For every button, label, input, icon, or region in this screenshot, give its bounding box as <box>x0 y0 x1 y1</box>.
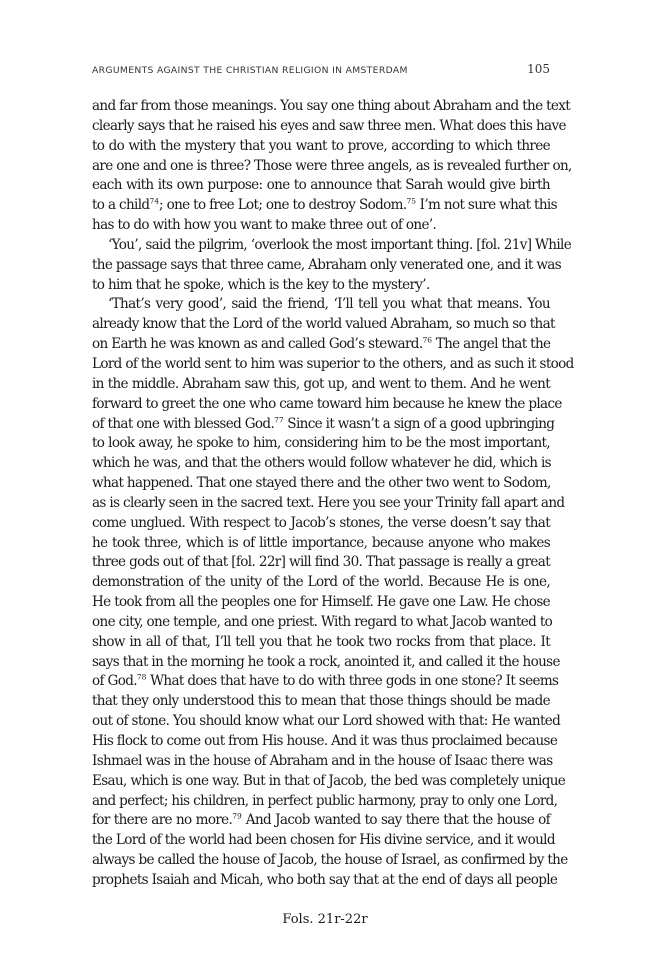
text-segment: ‘You’, said the pilgrim, ‘overlook the most important thing. [fol. 21v] While <box>108 236 572 253</box>
text-segment: His flock to come out from His house. And it was thus proclaimed because <box>92 733 558 749</box>
text-segment: prophets Isaiah and Micah, who both say that at the end of days all people <box>92 871 558 888</box>
text-line <box>92 573 550 593</box>
text-line <box>92 315 555 335</box>
text-line <box>92 633 550 653</box>
text-line <box>92 117 566 137</box>
text-segment: already know that the Lord of the world valued Abraham, so much so that <box>92 316 555 333</box>
text-line <box>92 355 574 375</box>
text-segment: one city, one temple, and one priest. With regard to what Jacob wanted to <box>92 613 553 630</box>
text-segment: to a child <box>92 197 150 214</box>
text-segment: what happened. That one stayed there and the other two went to Sodom, <box>92 475 551 492</box>
text-line <box>92 474 550 494</box>
footnote-marker: 79 <box>232 811 242 821</box>
text-segment: three gods out of that [fol. 22r] will find 30. That passage is really a great <box>92 554 550 571</box>
text-segment: says that in the morning he took a rock, anointed it, and called it the house <box>92 653 560 670</box>
text-segment: Since it wasn’t a sign of a good upbringing <box>283 415 555 432</box>
text-line <box>92 335 550 355</box>
text-segment: Esau, which is one way. But in that of Jacob, the bed was completely unique <box>92 772 566 789</box>
text-segment: to him that he spoke, which is the key to the mystery’. <box>92 276 430 293</box>
text-line <box>92 276 550 296</box>
text-line <box>92 157 572 177</box>
text-segment: are one and one is three? Those were three angels, as is revealed further on, <box>92 157 572 174</box>
text-line <box>92 216 550 236</box>
text-line <box>92 414 555 435</box>
text-segment: which he was, and that the others would follow whatever he did, which is <box>92 455 551 472</box>
text-segment: show in all of that, I’ll tell you that he took two rocks from that place. It <box>92 633 550 650</box>
text-line <box>92 514 550 534</box>
text-segment: come unglued. With respect to Jacob’s stones, the verse doesn’t say that <box>92 514 550 531</box>
text-line <box>92 395 562 415</box>
footnote-marker: 78 <box>136 672 147 682</box>
page-number: 105 <box>527 62 550 76</box>
text-segment: to do with the mystery that you want to prove, according to which three <box>92 137 550 154</box>
text-line <box>92 653 560 673</box>
text-segment: to look away, he spoke to him, considering him to be the most important, <box>92 435 550 452</box>
text-line <box>92 375 550 395</box>
text-segment: always be called the house of Jacob, the house of Israel, as confirmed by the <box>92 852 568 869</box>
text-segment: ; one to free Lot; one to destroy Sodom. <box>159 197 407 214</box>
text-segment: each with its own purpose: one to announce that Sarah would give birth <box>92 177 550 194</box>
text-segment: I’m not sure what this <box>416 197 557 214</box>
text-line <box>92 434 550 454</box>
text-segment: and far from those meanings. You say one thing about Abraham and the text <box>92 98 571 114</box>
text-line <box>92 732 558 752</box>
text-segment: Ishmael was in the house of Abraham and in the house of Isaac there was <box>92 752 553 769</box>
text-line <box>92 236 572 256</box>
text-line <box>92 97 571 117</box>
text-segment: as is clearly seen in the sacred text. Here you see your Trinity fall apart and <box>92 494 565 511</box>
text-segment: of that one with blessed God. <box>92 415 275 432</box>
text-segment: the Lord of the world had been chosen for His divine service, and it would <box>92 832 555 849</box>
text-line <box>92 176 550 196</box>
text-line <box>92 553 550 573</box>
text-line <box>92 712 561 732</box>
text-line <box>92 772 566 792</box>
text-line <box>92 831 555 851</box>
text-segment: demonstration of the unity of the Lord of the world. Because He is one, <box>92 574 550 591</box>
text-segment: He took from all the peoples one for Himself. He gave one Law. He chose <box>92 594 550 611</box>
text-segment: Lord of the world sent to him was superior to the others, and as such it stood <box>92 355 574 372</box>
text-segment: And Jacob wanted to say there that the house of <box>241 812 551 829</box>
text-line <box>92 454 550 474</box>
text-line <box>92 752 553 772</box>
folio-reference: Fols. 21r-22r <box>282 912 368 927</box>
text-segment: ‘That’s very good’, said the friend, ‘I’ll tell you what that means. You <box>108 296 550 313</box>
running-title: ARGUMENTS AGAINST THE CHRISTIAN RELIGION IN AMSTERDAM <box>92 65 408 76</box>
text-line <box>92 811 550 831</box>
footnote-marker: 74 <box>149 196 159 206</box>
text-line <box>92 295 550 315</box>
text-segment: clearly says that he raised his eyes and saw three men. What does this have <box>92 117 566 134</box>
body-text <box>92 97 574 891</box>
text-line <box>92 851 568 871</box>
text-line <box>92 871 558 891</box>
text-segment: and perfect; his children, in perfect public harmony, pray to only one Lord, <box>92 792 558 809</box>
text-line <box>92 792 558 812</box>
footnote-marker: 76 <box>422 335 433 345</box>
text-segment: has to do with how you want to make three out of one’. <box>92 217 437 234</box>
text-segment: that they only understood this to mean that those things should be made <box>92 693 550 710</box>
text-line <box>92 692 550 712</box>
text-segment: he took three, which is of little importance, because anyone who makes <box>92 534 550 551</box>
text-segment: on Earth he was known as and called God’s steward. <box>92 336 423 353</box>
text-segment: out of stone. You should know what our Lord showed with that: He wanted <box>92 713 561 730</box>
running-head <box>92 62 550 78</box>
text-line <box>92 137 550 157</box>
text-segment: The angel that the <box>432 336 551 353</box>
text-line <box>92 672 559 692</box>
text-line <box>92 256 562 276</box>
text-segment: of God. <box>92 673 137 690</box>
text-line <box>92 494 565 514</box>
text-segment: in the middle. Abraham saw this, got up, and went to them. And he went <box>92 375 550 392</box>
footnote-marker: 77 <box>274 414 284 424</box>
text-line <box>92 196 557 216</box>
text-segment: forward to greet the one who came toward him because he knew the place <box>92 395 562 412</box>
text-segment: What does that have to do with three gods in one stone? It seems <box>146 673 559 690</box>
text-segment: the passage says that three came, Abraham only venerated one, and it was <box>92 256 562 273</box>
text-segment: for there are no more. <box>92 812 233 829</box>
text-line <box>92 534 550 554</box>
footnote-marker: 75 <box>406 196 417 206</box>
text-line <box>92 613 553 633</box>
text-line <box>92 593 550 613</box>
